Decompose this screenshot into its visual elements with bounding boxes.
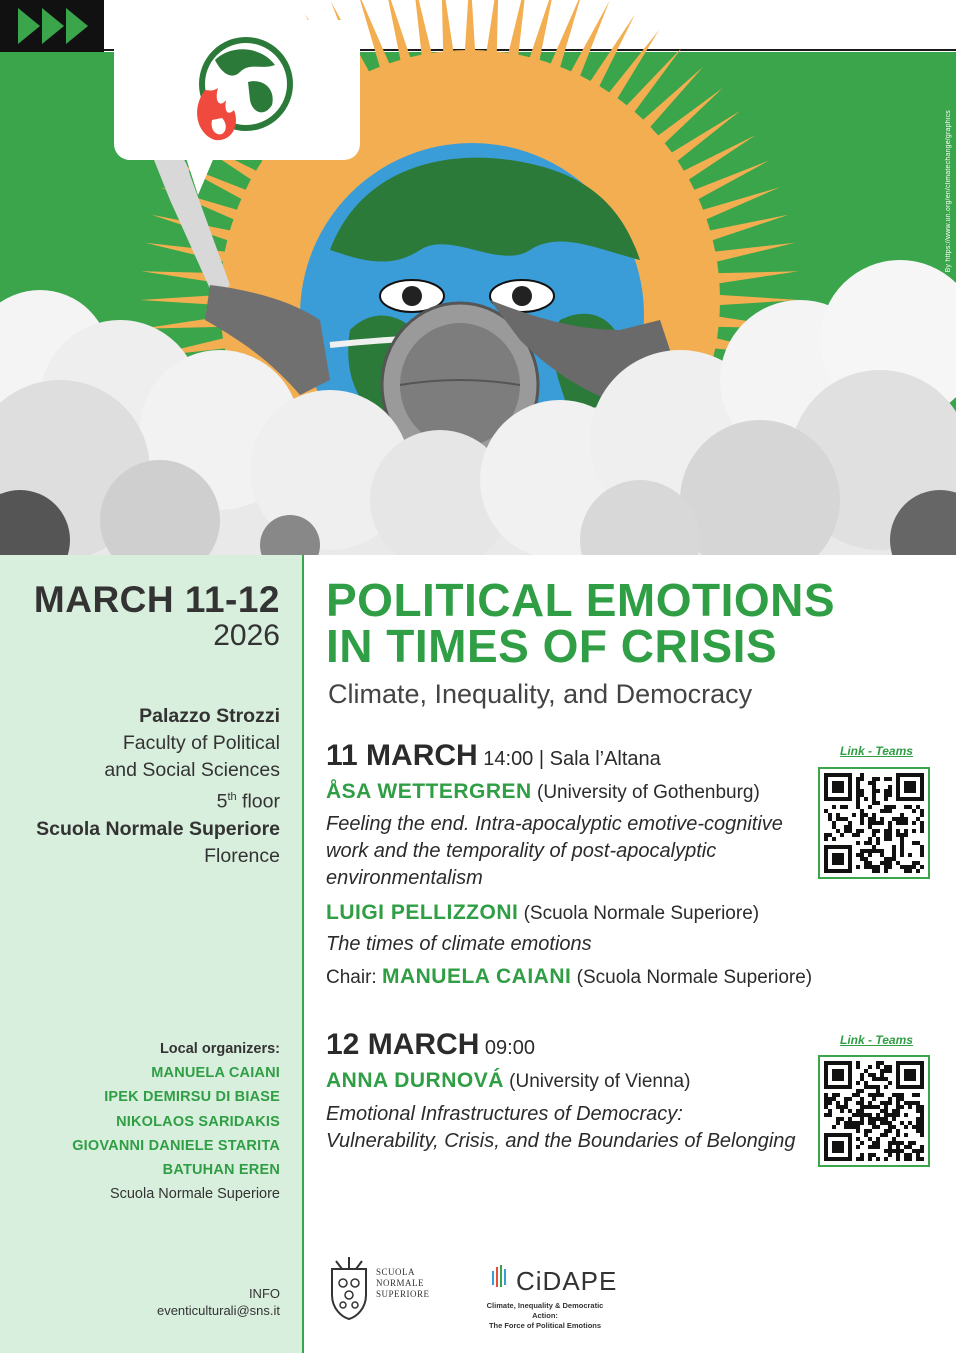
day1-teams-link[interactable]: Link - Teams [840,744,913,758]
organizer-name: BATUHAN EREN [162,1162,280,1179]
speaker-affiliation: (Scuola Normale Superiore) [518,903,760,924]
organizer-name: GIOVANNI DANIELE STARITA [72,1137,280,1154]
talk-line: environmentalism [326,867,483,889]
chair-name: MANUELA CAIANI [381,965,572,988]
sns-crest-icon [326,1255,372,1321]
speaker-name: ANNA DURNOVÁ [326,1069,504,1092]
info-email-link[interactable]: eventiculturali@sns.it [156,1303,280,1318]
image-credit: By https://www.un.org/en/climatechange/graphics [945,110,952,273]
floor-number: 5 [216,790,228,813]
cidape-bars-icon [472,1255,512,1295]
sns-logo-text [376,1267,430,1300]
floor-label: floor [236,790,280,813]
day2-teams-link[interactable]: Link - Teams [840,1033,913,1047]
cidape-tagline [474,1301,616,1331]
tagline-line: Climate, Inequality & Democratic Action: [486,1301,604,1320]
venue-floor [36,784,280,816]
organizers-institution: Scuola Normale Superiore [109,1186,280,1203]
sns-line: SUPERIORE [376,1289,430,1299]
organizer-name: IPEK DEMIRSU DI BIASE [104,1089,280,1106]
day1-talk2-title: The times of climate emotions [326,933,592,955]
venue-institution: Scuola Normale Superiore [36,817,280,840]
day1-chair [326,965,812,989]
info-block [157,1285,280,1319]
organizers-block [72,1037,280,1206]
title-line-2: IN TIMES OF CRISIS [326,620,778,672]
title-line-1: POLITICAL EMOTIONS [326,574,836,626]
floor-ordinal: th [227,791,237,803]
organizers-heading: Local organizers: [159,1041,280,1057]
day1-heading [326,739,661,773]
chair-label: Chair: [326,967,382,988]
day2-qr-code[interactable] [818,1055,930,1167]
hero-artwork [0,0,956,555]
talk-line: Vulnerability, Crisis, and the Boundaries of Belonging [326,1130,796,1152]
speaker-affiliation: (University of Gothenburg) [531,782,760,803]
day2-talk-title [326,1101,796,1155]
venue-faculty-line1: Faculty of Political [122,732,280,754]
day1-speaker1 [326,780,760,804]
venue-name: Palazzo Strozzi [139,705,280,727]
main-content [326,555,946,1353]
day1-time-room: 14:00 | Sala l’Altana [477,748,661,770]
day1-talk1-title [326,811,783,892]
day1-speaker2 [326,901,759,925]
organizer-name: MANUELA CAIANI [151,1065,280,1082]
talk-line: Feeling the end. Intra-apocalyptic emotive-cognitive [326,813,783,835]
day2-date: 12 MARCH [326,1028,480,1061]
speaker-name: ÅSA WETTERGREN [326,780,532,803]
talk-line: Emotional Infrastructures of Democracy: [326,1103,683,1125]
qr-pattern [820,769,928,877]
venue-block [36,703,280,870]
event-subtitle: Climate, Inequality, and Democracy [328,679,753,709]
event-year: 2026 [213,619,280,652]
info-label: INFO [248,1286,280,1301]
organizer-name: NIKOLAOS SARIDAKIS [116,1113,280,1130]
day2-time: 09:00 [479,1037,535,1059]
day1-qr-code[interactable] [818,767,930,879]
sns-line: SCUOLA [376,1267,416,1277]
day2-speaker [326,1069,690,1093]
chair-affiliation: (Scuola Normale Superiore) [571,967,813,988]
sns-line: NORMALE [376,1278,424,1288]
speaker-name: LUIGI PELLIZZONI [326,901,519,924]
day1-date: 11 MARCH [326,739,478,772]
venue-city: Florence [204,844,280,867]
hero-illustration [0,0,956,555]
event-dates: MARCH 11-12 [33,579,280,620]
venue-faculty-line2: and Social Sciences [104,759,280,781]
left-panel [0,555,304,1353]
tagline-line: The Force of Political Emotions [488,1321,602,1330]
cidape-logo-name: CiDAPE [516,1266,618,1296]
qr-pattern [820,1057,928,1165]
speaker-affiliation: (University of Vienna) [503,1071,691,1092]
day2-heading [326,1028,535,1062]
event-title [326,574,836,672]
talk-line: work and the temporality of post-apocalyptic [326,840,717,862]
